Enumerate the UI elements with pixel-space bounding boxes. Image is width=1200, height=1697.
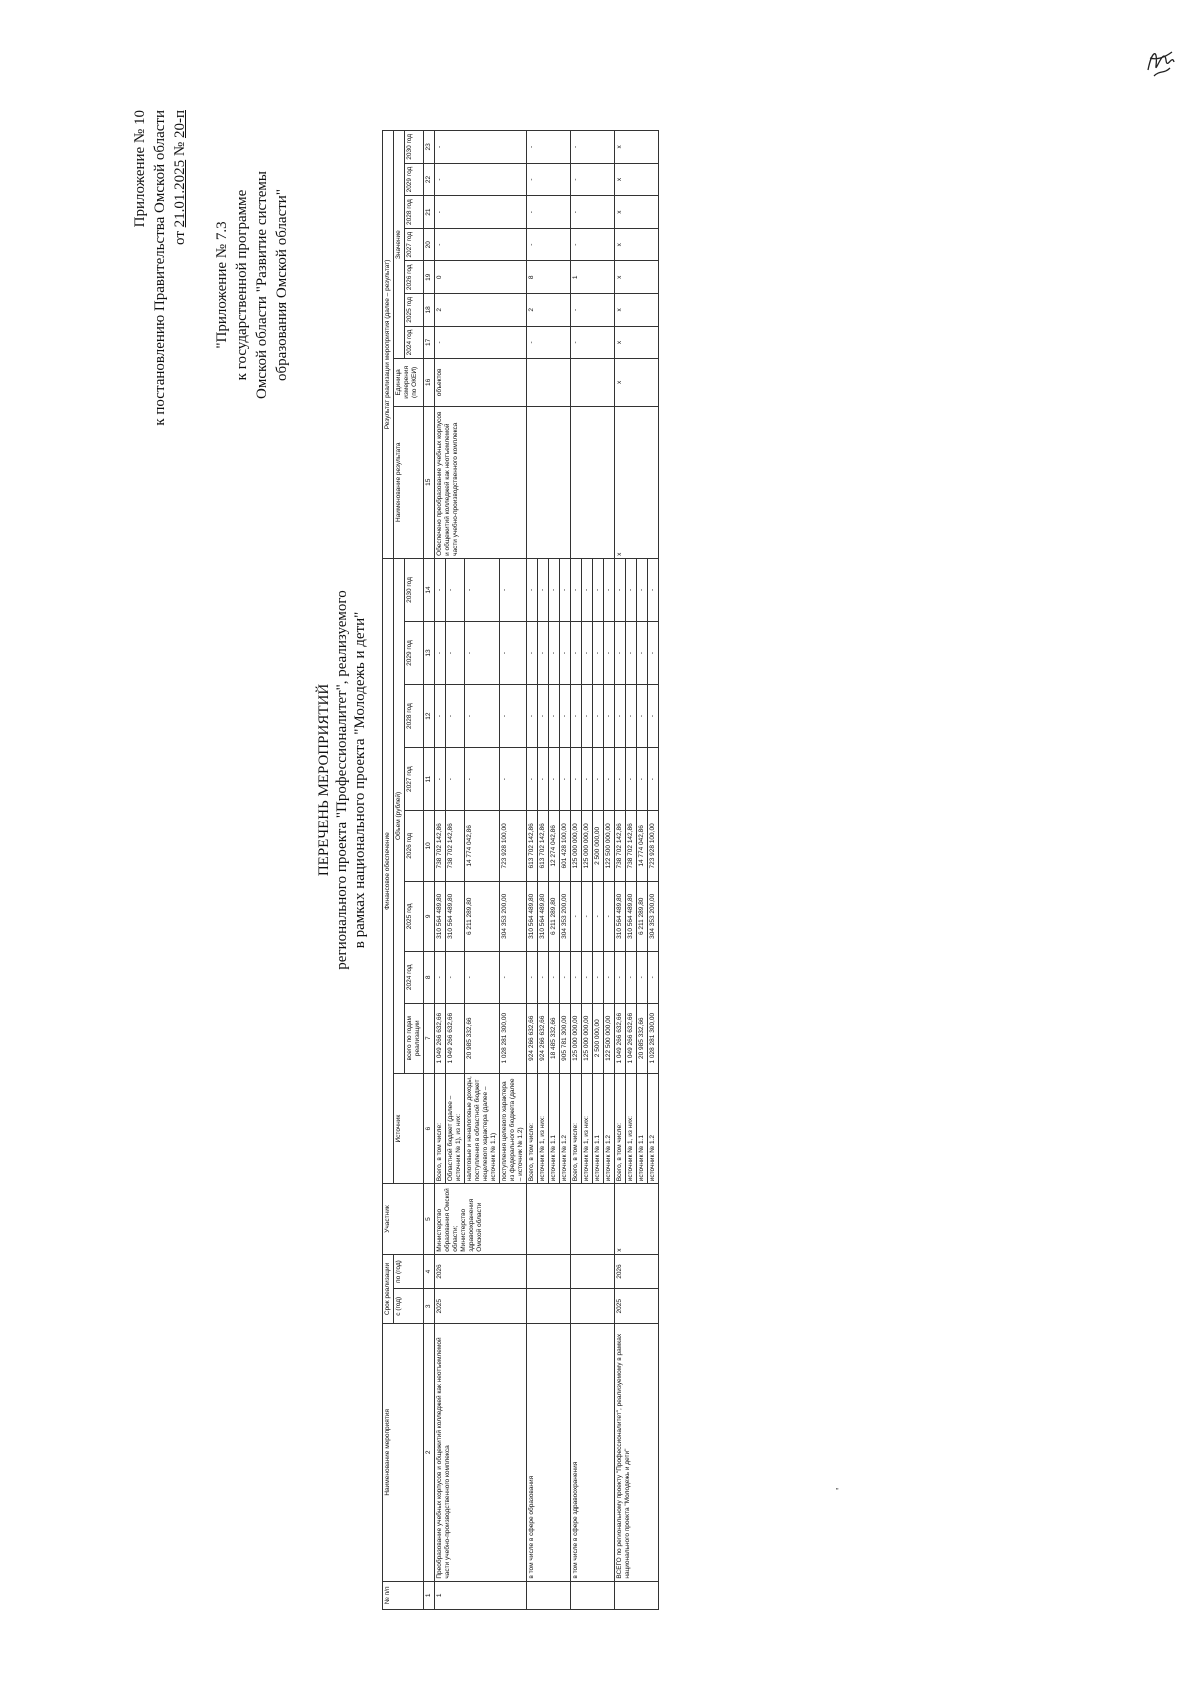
handwritten-signature-icon: [1142, 40, 1178, 82]
financing-y2024: -: [637, 952, 648, 1004]
financing-y2027: -: [626, 748, 637, 811]
financing-y2025: -: [571, 881, 582, 951]
column-number: 20: [424, 228, 435, 261]
financing-source: поступления целевого характера из федерального бюджета (далее – источник № 1.2): [500, 1073, 527, 1183]
financing-total: 1 028 281 300,00: [500, 1003, 527, 1073]
column-number: 1: [424, 1581, 435, 1609]
header-total: всего по годам реализации: [405, 1003, 424, 1073]
column-number: 6: [424, 1073, 435, 1183]
appendix-date-line: [170, 110, 190, 470]
header-val-2025: 2025 год: [405, 294, 424, 327]
term-from: 2025: [615, 1289, 659, 1324]
result-value: х: [615, 163, 659, 196]
result-name: х: [615, 406, 659, 558]
financing-y2026: 14 774 042,86: [637, 811, 648, 881]
financing-y2027: -: [435, 748, 446, 811]
financing-y2028: -: [435, 685, 446, 748]
participant: [571, 1184, 615, 1254]
table-row: [615, 131, 626, 1610]
result-value: -: [571, 228, 615, 261]
result-value: -: [527, 326, 571, 359]
financing-y2024: -: [435, 952, 446, 1004]
table-body: [435, 131, 659, 1610]
result-value: 0: [435, 261, 527, 294]
result-value: -: [435, 196, 527, 229]
measure-name: в том числе в сфере образования: [527, 1324, 571, 1582]
financing-total: 2 500 000,00: [593, 1003, 604, 1073]
date-prefix: от: [172, 231, 188, 245]
date-value: 21.01.2025: [172, 159, 188, 228]
table-row: [435, 131, 446, 1610]
financing-y2029: -: [527, 621, 538, 684]
header-y2024: 2024 год: [405, 952, 424, 1004]
financing-y2026: 613 702 142,86: [538, 811, 549, 881]
financing-y2028: -: [648, 685, 659, 748]
financing-y2027: -: [446, 748, 465, 811]
financing-y2025: 310 564 489,80: [626, 881, 637, 951]
column-number: 4: [424, 1254, 435, 1289]
result-name: [571, 406, 615, 558]
financing-source: Всего, в том числе:: [435, 1073, 446, 1183]
financing-y2027: -: [560, 748, 571, 811]
result-value: -: [527, 131, 571, 164]
financing-y2030: -: [571, 558, 582, 621]
financing-source: источник № 1, из них:: [582, 1073, 593, 1183]
financing-source: налоговые и неналоговые доходы, поступления в областной бюджет нецелевого характера (далее – источник № 1.1): [465, 1073, 500, 1183]
column-number: 12: [424, 685, 435, 748]
financing-y2028: -: [446, 685, 465, 748]
header-results: Результат реализации мероприятия (далее – результат): [383, 131, 394, 559]
measure-name: ВСЕГО по региональному проекту "Профессионалитет", реализуемому в рамках национального проекта "Молодежь и дети": [615, 1324, 659, 1582]
financing-total: 924 266 632,66: [538, 1003, 549, 1073]
term-to: [571, 1254, 615, 1289]
result-value: 2: [435, 294, 527, 327]
financing-total: 20 985 332,66: [465, 1003, 500, 1073]
financing-source: Областной бюджет (далее – источник № 1), из них:: [446, 1073, 465, 1183]
result-unit: объектов: [435, 359, 527, 406]
financing-y2025: 310 564 489,80: [615, 881, 626, 951]
result-value: -: [435, 228, 527, 261]
financing-source: источник № 1.2: [604, 1073, 615, 1183]
term-from: [571, 1289, 615, 1324]
financing-y2029: -: [446, 621, 465, 684]
term-from: [527, 1289, 571, 1324]
financing-source: Всего, в том числе:: [571, 1073, 582, 1183]
result-value: 8: [527, 261, 571, 294]
header-val-2028: 2028 год: [405, 196, 424, 229]
financing-y2026: 122 500 000,00: [604, 811, 615, 881]
financing-source: источник № 1.2: [648, 1073, 659, 1183]
financing-y2024: -: [615, 952, 626, 1004]
program-appendix-line-3: Омской области "Развитие системы: [254, 171, 270, 399]
financing-y2030: -: [615, 558, 626, 621]
header-participant: Участник: [383, 1184, 424, 1254]
result-value: х: [615, 228, 659, 261]
financing-y2028: -: [604, 685, 615, 748]
financing-y2029: -: [538, 621, 549, 684]
financing-total: 125 000 000,00: [571, 1003, 582, 1073]
header-term-to: по (год): [394, 1254, 424, 1289]
financing-y2030: -: [435, 558, 446, 621]
financing-y2030: -: [549, 558, 560, 621]
header-val-2026: 2026 год: [405, 261, 424, 294]
result-unit: [571, 359, 615, 406]
participant: Министерство образования Омской области; Министерство здравоохранения Омской области: [435, 1184, 527, 1254]
measure-name: в том числе в сфере здравоохранения: [571, 1324, 615, 1582]
financing-y2026: 723 928 100,00: [500, 811, 527, 881]
financing-y2029: -: [560, 621, 571, 684]
financing-total: 18 485 332,66: [549, 1003, 560, 1073]
financing-y2026: 738 702 142,86: [615, 811, 626, 881]
financing-y2024: -: [582, 952, 593, 1004]
financing-y2028: -: [538, 685, 549, 748]
financing-y2027: -: [465, 748, 500, 811]
financing-y2030: -: [500, 558, 527, 621]
financing-y2026: 613 702 142,86: [527, 811, 538, 881]
financing-y2028: -: [582, 685, 593, 748]
financing-y2028: -: [615, 685, 626, 748]
financing-total: 125 000 000,00: [582, 1003, 593, 1073]
financing-source: источник № 1.1: [549, 1073, 560, 1183]
header-y2029: 2029 год: [405, 621, 424, 684]
result-value: -: [571, 163, 615, 196]
header-value: Значение: [394, 131, 405, 359]
column-number: 14: [424, 558, 435, 621]
financing-source: источник № 1.1: [637, 1073, 648, 1183]
program-appendix-line-4: образования Омской области": [274, 189, 290, 381]
header-result-name: Наименование результата: [394, 406, 424, 558]
financing-y2025: 304 353 200,00: [648, 881, 659, 951]
row-number: [571, 1581, 615, 1609]
financing-y2027: -: [538, 748, 549, 811]
financing-y2026: 738 702 142,86: [435, 811, 446, 881]
measure-name: Преобразование учебных корпусов и общежитий колледжей как неотъемлемой части учебно-производственного комплекса: [435, 1324, 527, 1582]
financing-y2030: -: [582, 558, 593, 621]
result-unit: [527, 359, 571, 406]
financing-source: Всего, в том числе:: [615, 1073, 626, 1183]
financing-total: 1 049 266 632,66: [446, 1003, 465, 1073]
header-term-from: с (год): [394, 1289, 424, 1324]
financing-y2028: -: [549, 685, 560, 748]
financing-y2026: 738 702 142,86: [446, 811, 465, 881]
header-val-2024: 2024 год: [405, 326, 424, 359]
header-financing: Финансовое обеспечение: [383, 558, 394, 1183]
row-number: [527, 1581, 571, 1609]
header-val-2029: 2029 год: [405, 163, 424, 196]
header-val-2027: 2027 год: [405, 228, 424, 261]
financing-y2029: -: [549, 621, 560, 684]
column-number: 7: [424, 1003, 435, 1073]
financing-source: источник № 1, из них:: [626, 1073, 637, 1183]
title-line-2: регионального проекта "Профессионалитет", реализуемого: [334, 590, 350, 970]
financing-y2029: -: [571, 621, 582, 684]
column-number: 19: [424, 261, 435, 294]
program-appendix-line-2: к государственной программе: [234, 189, 250, 381]
financing-y2026: 723 928 100,00: [648, 811, 659, 881]
result-value: 1: [571, 261, 615, 294]
financing-y2030: -: [593, 558, 604, 621]
column-number: 16: [424, 359, 435, 406]
column-number: 21: [424, 196, 435, 229]
term-from: 2025: [435, 1289, 527, 1324]
financing-y2025: 310 564 489,80: [435, 881, 446, 951]
financing-y2027: -: [604, 748, 615, 811]
column-number: 13: [424, 621, 435, 684]
result-value: х: [615, 196, 659, 229]
financing-y2024: -: [571, 952, 582, 1004]
financing-total: 1 028 281 300,00: [648, 1003, 659, 1073]
financing-y2025: -: [582, 881, 593, 951]
financing-y2026: 12 274 042,86: [549, 811, 560, 881]
financing-source: источник № 1.1: [593, 1073, 604, 1183]
financing-y2027: -: [582, 748, 593, 811]
financing-total: 1 049 266 632,66: [435, 1003, 446, 1073]
column-number: 15: [424, 406, 435, 558]
title-line-3: в рамках национального проекта "Молодежь и дети": [352, 611, 368, 949]
column-number: 2: [424, 1324, 435, 1582]
financing-source: источник № 1, из них:: [538, 1073, 549, 1183]
financing-total: 905 781 300,00: [560, 1003, 571, 1073]
financing-y2024: -: [446, 952, 465, 1004]
financing-source: Всего, в том числе:: [527, 1073, 538, 1183]
appendix-block: [130, 110, 190, 470]
financing-y2026: 125 000 000,00: [582, 811, 593, 881]
financing-y2028: -: [560, 685, 571, 748]
financing-y2027: -: [615, 748, 626, 811]
column-number: 9: [424, 881, 435, 951]
column-number: 18: [424, 294, 435, 327]
financing-y2024: -: [560, 952, 571, 1004]
financing-y2029: -: [435, 621, 446, 684]
document-title: [315, 430, 369, 1130]
financing-y2027: -: [648, 748, 659, 811]
table-row: [571, 131, 582, 1610]
financing-y2025: 304 353 200,00: [500, 881, 527, 951]
result-value: -: [527, 163, 571, 196]
table-row: [527, 131, 538, 1610]
financing-total: 122 500 000,00: [604, 1003, 615, 1073]
financing-y2024: -: [465, 952, 500, 1004]
financing-y2025: 6 211 289,80: [637, 881, 648, 951]
financing-y2027: -: [527, 748, 538, 811]
financing-y2028: -: [626, 685, 637, 748]
financing-y2029: -: [637, 621, 648, 684]
number-label: №: [172, 141, 188, 157]
financing-y2029: -: [604, 621, 615, 684]
result-name: Обеспечено преобразование учебных корпусов и общежитий колледжей как неотъемлемой части учебно-производственного комплекса: [435, 406, 527, 558]
result-unit: х: [615, 359, 659, 406]
financing-y2025: 304 353 200,00: [560, 881, 571, 951]
program-appendix-line-1: "Приложение № 7.3: [214, 221, 230, 349]
column-numbers-row: [424, 131, 435, 1610]
column-number: 5: [424, 1184, 435, 1254]
financing-y2030: -: [560, 558, 571, 621]
financing-y2026: 14 774 042,86: [465, 811, 500, 881]
financing-y2025: -: [593, 881, 604, 951]
term-to: 2026: [615, 1254, 659, 1289]
column-number: 17: [424, 326, 435, 359]
row-number: [615, 1581, 659, 1609]
financing-y2027: -: [571, 748, 582, 811]
financing-y2024: -: [604, 952, 615, 1004]
financing-y2027: -: [593, 748, 604, 811]
financing-y2024: -: [626, 952, 637, 1004]
term-to: [527, 1254, 571, 1289]
financing-y2028: -: [637, 685, 648, 748]
financing-y2024: -: [527, 952, 538, 1004]
participant: х: [615, 1184, 659, 1254]
financing-y2029: -: [500, 621, 527, 684]
result-value: -: [435, 163, 527, 196]
financing-y2024: -: [549, 952, 560, 1004]
header-term: Срок реализации: [383, 1254, 394, 1323]
header-num: № п/п: [383, 1581, 424, 1609]
financing-y2030: -: [648, 558, 659, 621]
financing-y2028: -: [527, 685, 538, 748]
financing-y2029: -: [615, 621, 626, 684]
measures-table-wrapper: [382, 130, 659, 1610]
program-appendix-block: [212, 135, 292, 435]
financing-total: 1 049 266 632,66: [615, 1003, 626, 1073]
header-volume: Объем (рублей): [394, 558, 405, 1073]
result-value: -: [571, 294, 615, 327]
financing-y2028: -: [571, 685, 582, 748]
participant: [527, 1184, 571, 1254]
header-source: Источник: [394, 1073, 424, 1183]
financing-y2024: -: [593, 952, 604, 1004]
financing-y2028: -: [593, 685, 604, 748]
column-number: 22: [424, 163, 435, 196]
result-value: -: [435, 326, 527, 359]
term-to: 2026: [435, 1254, 527, 1289]
financing-total: 1 049 266 632,66: [626, 1003, 637, 1073]
column-number: 11: [424, 748, 435, 811]
column-number: 23: [424, 131, 435, 164]
financing-y2029: -: [582, 621, 593, 684]
result-value: х: [615, 261, 659, 294]
header-name: Наименование мероприятия: [383, 1324, 424, 1582]
header-unit: Единица измерения (по ОКЕИ): [394, 359, 424, 406]
header-y2028: 2028 год: [405, 685, 424, 748]
result-value: х: [615, 294, 659, 327]
financing-source: источник № 1.2: [560, 1073, 571, 1183]
financing-y2029: -: [648, 621, 659, 684]
result-value: -: [571, 196, 615, 229]
appendix-line-2: к постановлению Правительства Омской области: [152, 110, 168, 426]
financing-y2024: -: [538, 952, 549, 1004]
financing-y2030: -: [626, 558, 637, 621]
result-name: [527, 406, 571, 558]
result-value: -: [571, 131, 615, 164]
financing-y2026: 125 000 000,00: [571, 811, 582, 881]
financing-y2029: -: [465, 621, 500, 684]
column-number: 3: [424, 1289, 435, 1324]
header-y2030: 2030 год: [405, 558, 424, 621]
financing-y2029: -: [626, 621, 637, 684]
financing-y2030: -: [465, 558, 500, 621]
appendix-line-1: Приложение № 10: [132, 110, 148, 228]
number-value: 20-п: [172, 110, 188, 139]
financing-y2030: -: [527, 558, 538, 621]
title-line-1: ПЕРЕЧЕНЬ МЕРОПРИЯТИЙ: [316, 683, 332, 877]
financing-y2024: -: [500, 952, 527, 1004]
financing-total: 924 266 632,66: [527, 1003, 538, 1073]
closing-quote-mark: ": [836, 1488, 839, 1495]
header-val-2030: 2030 год: [405, 131, 424, 164]
financing-y2024: -: [648, 952, 659, 1004]
financing-y2025: -: [604, 881, 615, 951]
measures-table: [382, 130, 659, 1610]
header-y2025: 2025 год: [405, 881, 424, 951]
result-value: -: [571, 326, 615, 359]
financing-total: 20 985 332,66: [637, 1003, 648, 1073]
financing-y2027: -: [500, 748, 527, 811]
result-value: х: [615, 131, 659, 164]
result-value: -: [527, 196, 571, 229]
row-number: 1: [435, 1581, 527, 1609]
result-value: -: [435, 131, 527, 164]
financing-y2027: -: [637, 748, 648, 811]
header-y2027: 2027 год: [405, 748, 424, 811]
financing-y2026: 601 428 100,00: [560, 811, 571, 881]
financing-y2028: -: [500, 685, 527, 748]
financing-y2030: -: [637, 558, 648, 621]
header-y2026: 2026 год: [405, 811, 424, 881]
financing-y2025: 6 211 289,80: [465, 881, 500, 951]
result-value: 2: [527, 294, 571, 327]
financing-y2027: -: [549, 748, 560, 811]
result-value: х: [615, 326, 659, 359]
financing-y2030: -: [604, 558, 615, 621]
column-number: 8: [424, 952, 435, 1004]
result-value: -: [527, 228, 571, 261]
financing-y2028: -: [465, 685, 500, 748]
financing-y2025: 310 564 489,80: [527, 881, 538, 951]
financing-y2029: -: [593, 621, 604, 684]
financing-y2025: 310 564 489,80: [446, 881, 465, 951]
financing-y2030: -: [538, 558, 549, 621]
financing-y2030: -: [446, 558, 465, 621]
column-number: 10: [424, 811, 435, 881]
financing-y2026: 738 702 142,86: [626, 811, 637, 881]
financing-y2026: 2 500 000,00: [593, 811, 604, 881]
financing-y2025: 310 564 489,80: [538, 881, 549, 951]
financing-y2025: 6 211 289,80: [549, 881, 560, 951]
